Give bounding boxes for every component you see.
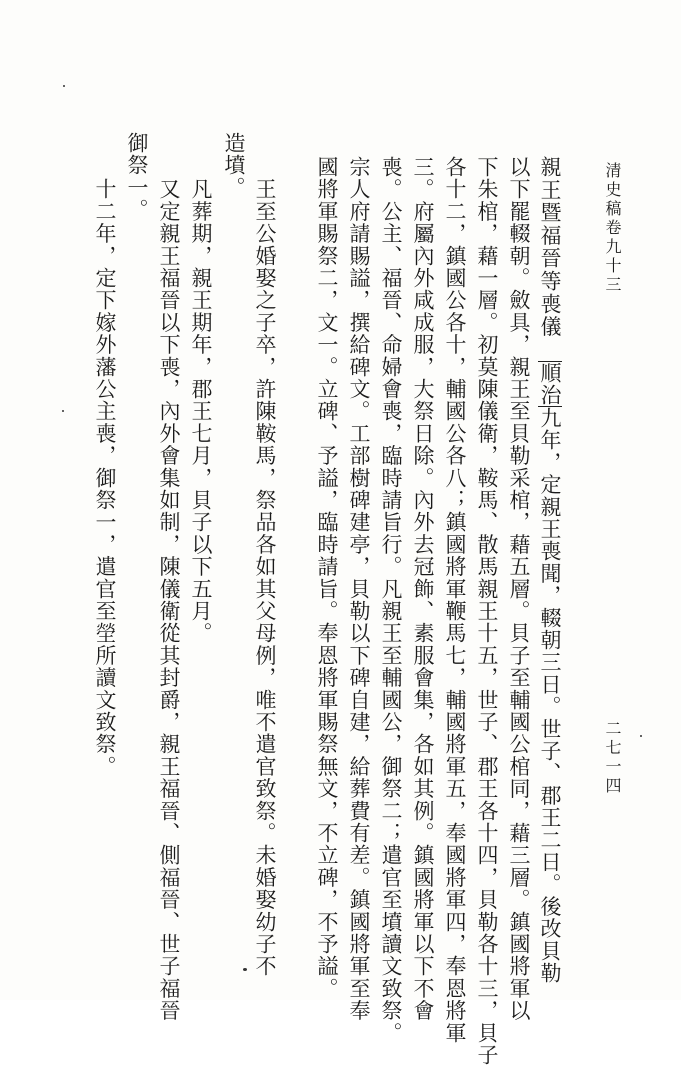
text-column [253,156,277,977]
column-text [538,338,562,360]
text-column [157,156,181,1022]
text-column [411,156,435,1022]
column-text: 王至公婚娶之子卒，許陳鞍馬，祭品各如其父母例，唯不遣官致祭。未婚娶幼子不 [253,156,277,978]
scan-speck [640,735,642,737]
column-text: 造墳。 [222,132,246,199]
text-column [475,156,499,1066]
text-column [443,156,467,1044]
section-heading: 親王暨福晉等喪儀 [538,156,562,339]
column-text: 宗人府請賜謚，撰給碑文。工部樹碑建亭，貝勒以下碑自建，給葬費有差。鎮國將軍至奉 [347,156,371,1022]
text-column [189,156,213,644]
text-column [222,132,246,199]
column-text: 九年，定親王喪聞，輟朝三日。世子、郡王二日。後改貝勒 [538,407,562,985]
scan-speck [63,85,65,87]
text-column [125,132,149,221]
text-column [347,156,371,1022]
scan-speck [62,410,64,412]
column-text: 又定親王福晉以下喪，內外會集如制，陳儀衛從其封爵，親王福晉、側福晉、世子福晉 [157,156,181,1022]
text-column [538,156,562,984]
column-text: 下朱棺，藉一層。初莫陳儀衛，鞍馬、散馬親王十五，世子、郡王各十四，貝勒各十三，貝子 [475,156,499,1066]
running-title: 清史稿卷九十三 [603,162,622,295]
column-text: 三。府屬內外咸成服，大祭日除。內外去冠飾、素服會集，各如其例。鎮國將軍以下不會 [411,156,435,1022]
scan-speck [243,968,247,971]
column-text: 凡葬期，親王期年，郡王七月，貝子以下五月。 [189,156,213,645]
column-text: 喪。公主、福晉、命婦會喪，臨時請旨行。凡親王至輔國公，御祭二；遣官至墳讀文致祭。 [379,156,403,1044]
column-text: 以下罷輟朝。斂具，親王至貝勒采棺，藉五層。貝子至輔國公棺同，藉三層。鎮國將軍以 [507,156,531,1022]
text-column [379,156,403,1044]
column-text: 各十二，鎮國公各十，輔國公各八；鎮國將軍鞭馬七，輔國將軍五，奉國將軍四，奉恩將軍 [443,156,467,1044]
text-column [507,156,531,1022]
page-number: 二七一四 [603,720,622,796]
reign-name: 順治 [538,361,562,407]
column-text: 十二年，定下嫁外藩公主喪，御祭一，遣官至塋所讀文致祭。 [93,156,117,778]
column-text: 御祭一。 [125,132,149,221]
column-text: 國將軍賜祭二，文一。立碑、予謚，臨時請旨。奉恩將軍賜祭無文，不立碑，不予謚。 [315,156,339,1000]
text-column [93,156,117,778]
text-column [315,156,339,1000]
